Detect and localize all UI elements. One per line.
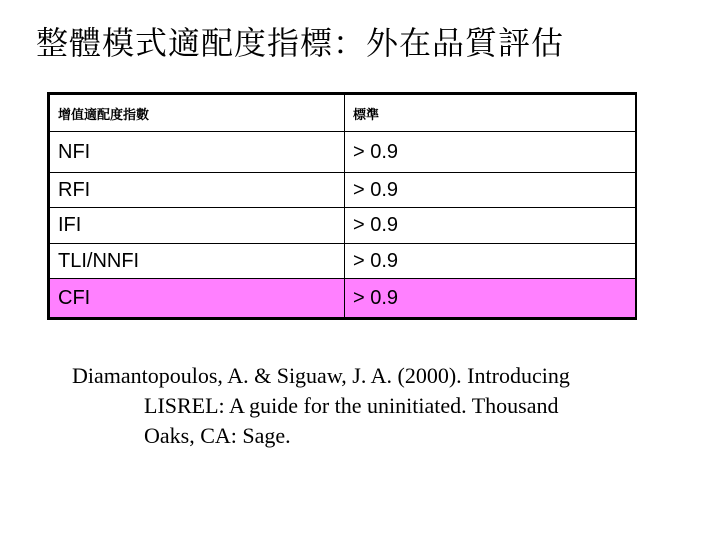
index-cell: RFI [50, 173, 345, 208]
table-row [50, 244, 636, 279]
table-row [50, 132, 636, 173]
table-row [50, 208, 636, 244]
index-cell: TLI/NNFI [50, 244, 345, 279]
header-index: 增值適配度指數 [50, 95, 345, 132]
table-header-row [50, 95, 636, 132]
criterion-cell: > 0.9 [345, 173, 636, 208]
index-cell: CFI [50, 279, 345, 318]
criterion-cell: > 0.9 [345, 208, 636, 244]
citation-line: Oaks, CA: Sage. [144, 423, 291, 448]
index-cell: IFI [50, 208, 345, 244]
citation [72, 361, 632, 451]
citation-line: LISREL: A guide for the uninitiated. Thousand [144, 393, 559, 418]
criterion-cell: > 0.9 [345, 279, 636, 318]
table-row [50, 173, 636, 208]
table-row-highlighted [50, 279, 636, 318]
index-cell: NFI [50, 132, 345, 173]
criterion-cell: > 0.9 [345, 244, 636, 279]
criterion-cell: > 0.9 [345, 132, 636, 173]
header-criterion: 標準 [345, 95, 636, 132]
fit-index-table [47, 92, 637, 320]
citation-line: Diamantopoulos, A. & Siguaw, J. A. (2000). Introducing [72, 363, 570, 388]
slide-title: 整體模式適配度指標：外在品質評估 [36, 24, 565, 62]
